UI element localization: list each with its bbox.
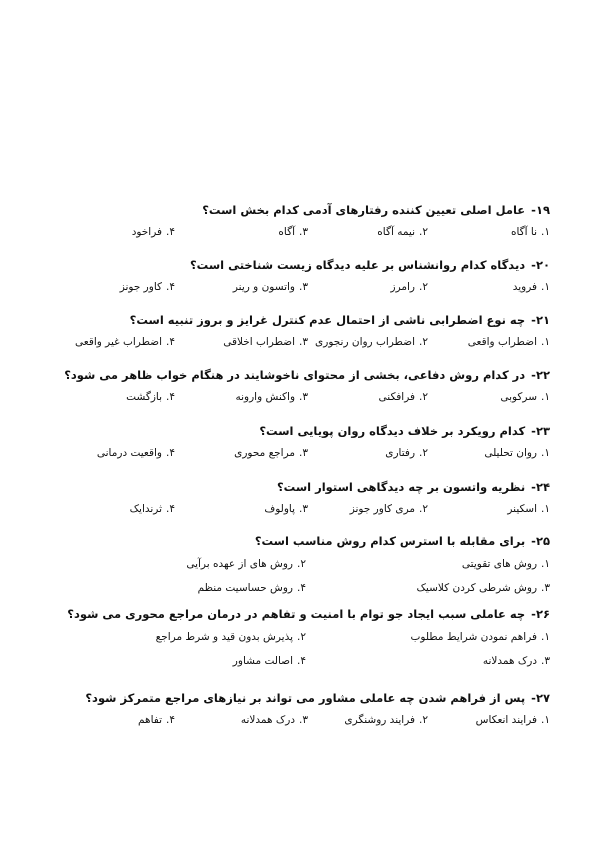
- option-3[interactable]: ۳.واکنش وارونه: [235, 391, 308, 403]
- question-text: برای مقابله با استرس کدام روش مناسب است؟: [254, 534, 526, 548]
- option-4[interactable]: ۴.بازگشت: [126, 391, 175, 403]
- option-1[interactable]: ۱.فروید: [512, 281, 550, 293]
- option-3[interactable]: ۳.آگاه: [278, 226, 308, 238]
- option-3[interactable]: ۳.روش شرطی کردن کلاسیک: [416, 582, 550, 594]
- option-1[interactable]: ۱.سرکوبی: [500, 391, 550, 403]
- question-text: چه نوع اضطرابی ناشی از احتمال عدم کنترل غرایز و بروز تنبیه است؟: [129, 313, 526, 327]
- question-19: [60, 203, 550, 244]
- option-3[interactable]: ۳.مراجع محوری: [234, 447, 308, 459]
- option-4[interactable]: ۴.تفاهم: [138, 714, 175, 726]
- question-stem: [60, 313, 550, 327]
- option-1[interactable]: ۱.اسکینر: [507, 503, 550, 515]
- question-26: [60, 607, 550, 677]
- question-text: پس از فراهم شدن چه عاملی مشاور می تواند بر نیازهای مراجع متمرکز شود؟: [85, 691, 526, 705]
- option-2[interactable]: ۲.فرایند روشنگری: [344, 714, 428, 726]
- option-2[interactable]: ۲.مری کاور جونز: [349, 503, 428, 515]
- option-2[interactable]: ۲.پذیرش بدون قید و شرط مراجع: [155, 631, 306, 643]
- question-text: کدام رویکرد بر خلاف دیدگاه روان پویایی است؟: [259, 424, 526, 438]
- options: [60, 631, 550, 677]
- question-25: [60, 534, 550, 604]
- option-4[interactable]: ۴.کاور جونز: [119, 281, 175, 293]
- question-stem: [60, 424, 550, 438]
- question-stem: [60, 203, 550, 217]
- options: [60, 336, 550, 354]
- question-number: ۲۶-: [531, 607, 550, 621]
- question-number: ۲۳-: [531, 424, 550, 438]
- question-number: ۲۲-: [531, 368, 550, 382]
- question-number: ۲۱-: [531, 313, 550, 327]
- question-text: دیدگاه کدام روانشناس بر علیه دیدگاه زیست شناختی است؟: [189, 258, 526, 272]
- option-1[interactable]: ۱.اضطراب واقعی: [467, 336, 550, 348]
- options: [60, 714, 550, 732]
- option-2[interactable]: ۲.اضطراب روان رنجوری: [315, 336, 428, 348]
- question-stem: [60, 691, 550, 705]
- option-4[interactable]: ۴.ثرندایک: [129, 503, 175, 515]
- question-text: نظریه واتسون بر چه دیدگاهی استوار است؟: [277, 480, 526, 494]
- option-4[interactable]: ۴.روش حساسیت منظم: [197, 582, 306, 594]
- question-21: [60, 313, 550, 354]
- question-text: در کدام روش دفاعی، بخشی از محتوای ناخوشایند در هنگام خواب ظاهر می شود؟: [64, 368, 526, 382]
- option-1[interactable]: ۱.روان تحلیلی: [484, 447, 550, 459]
- question-stem: [60, 258, 550, 272]
- option-4[interactable]: ۴.اصالت مشاور: [232, 655, 306, 667]
- question-number: ۲۰-: [531, 258, 550, 272]
- option-2[interactable]: ۲.رفتاری: [385, 447, 428, 459]
- options: [60, 391, 550, 409]
- question-stem: [60, 368, 550, 382]
- question-stem: [60, 480, 550, 494]
- options: [60, 281, 550, 299]
- question-number: ۲۴-: [531, 480, 550, 494]
- options: [60, 558, 550, 604]
- option-3[interactable]: ۳.درک همدلانه: [482, 655, 550, 667]
- option-4[interactable]: ۴.واقعیت درمانی: [96, 447, 175, 459]
- question-stem: [60, 534, 550, 548]
- option-1[interactable]: ۱.نا آگاه: [510, 226, 550, 238]
- option-3[interactable]: ۳.درک همدلانه: [240, 714, 308, 726]
- question-text: عامل اصلی تعیین کننده رفتارهای آدمی کدام بخش است؟: [202, 203, 526, 217]
- option-3[interactable]: ۳.اضطراب اخلاقی: [223, 336, 308, 348]
- question-stem: [60, 607, 550, 621]
- question-20: [60, 258, 550, 299]
- option-4[interactable]: ۴.فراخود: [131, 226, 175, 238]
- question-27: [60, 691, 550, 732]
- question-24: [60, 480, 550, 521]
- option-1[interactable]: ۱.فرایند انعکاس: [475, 714, 550, 726]
- question-23: [60, 424, 550, 465]
- option-2[interactable]: ۲.روش های از عهده برآیی: [186, 558, 306, 570]
- option-2[interactable]: ۲.نیمه آگاه: [377, 226, 428, 238]
- option-2[interactable]: ۲.فرافکنی: [378, 391, 428, 403]
- question-text: چه عاملی سبب ایجاد جو توام با امنیت و تفاهم در درمان مراجع محوری می شود؟: [67, 607, 526, 621]
- option-3[interactable]: ۳.پاولوف: [264, 503, 308, 515]
- options: [60, 226, 550, 244]
- option-4[interactable]: ۴.اضطراب غیر واقعی: [75, 336, 175, 348]
- question-number: ۲۵-: [531, 534, 550, 548]
- options: [60, 447, 550, 465]
- question-22: [60, 368, 550, 409]
- option-2[interactable]: ۲.رامرز: [390, 281, 428, 293]
- option-3[interactable]: ۳.واتسون و رینر: [232, 281, 308, 293]
- question-number: ۱۹-: [531, 203, 550, 217]
- option-1[interactable]: ۱.فراهم نمودن شرایط مطلوب: [410, 631, 550, 643]
- question-number: ۲۷-: [531, 691, 550, 705]
- option-1[interactable]: ۱.روش های تقویتی: [461, 558, 550, 570]
- options: [60, 503, 550, 521]
